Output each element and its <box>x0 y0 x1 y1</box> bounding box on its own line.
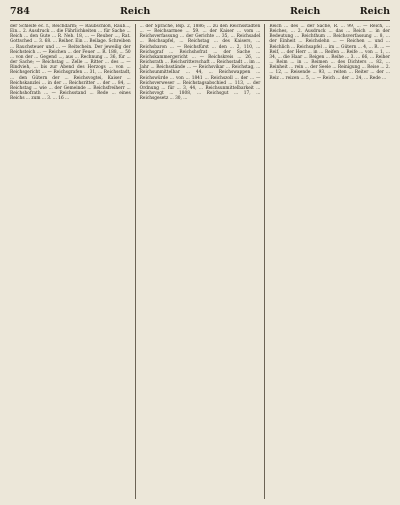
text-columns <box>10 24 390 499</box>
page-number: 784 <box>10 6 30 17</box>
column-2 <box>136 24 265 499</box>
running-head-left: Reich <box>120 6 151 17</box>
running-head-center: Reich <box>290 6 321 17</box>
column-2-text: ... der Sprache, Bsp. 2, 1886; ... zu den Reichsstädten ... — Reichsarmee ... 59. ... der Kaiser ... vom ... Reichsverfassung ... der Gerichte ... 35, ... Reichsadel ... Reichsapfel, ... Reichstag ... des Kaisers, ... Reichsbaron ... — Reichsfürst ... den ... 2, 110, ... Reichsgraf ... Reichshofrat ... der Sache ... Reichskammergericht ... — Reichskreis ... 26, ... Reichsrath ... Reichsritterschaft ... Reichsstadt ... im ... Jahr ... Reichsstände ... — Reichsvikar ... Reichstag, ... Reichsunmittelbar ... 44, ... Reichswappen ... Reichswürde ... von ... 1841 ... Reichszoll ... der ... — Reichsverweser ... Reichstagsabschied ... 113, ... der Ordnung ... für ... 3, 44, ... Reichsunmittelbarkeit ... Reichsvogt ... 1808, ... Reichsgut ... 17, ... Reichsgesetz ... 30, ... <box>139 24 261 102</box>
running-head-right: Reich <box>359 6 390 17</box>
column-3-text: Reich ... des ... der Sache, R. ... 99, ... — Reich, ... Reiches, ... 2. Ausdruck ... das ... Reich ... in der Bedeutung ... Reichthum ... Reichsverfassung ... 8, ... der Einheit ... Reichslehn ... — Reichen ... und ... Reichlich ... Reichsapfel ... im ... Gütern ... 4, ... R. ... — Reif, ... der Herr ... in ... Reifen ... Reife ... von ... 1, ... 34, ... die Haar ... Reigen ... Reihe ... 3. ... 66, ... Reiher ... Reim ... in ... Reimen ... des Dichters ... 82, ... Reinheit ... rein ... der Seele ... Reinigung ... Reise ... 2. ... 12, ... Reisende ... 93, ... reiten ... Reiter ... der ... Reiz ... reizen ... 5, ... — Reich ... der ... 24, ... Rede ... <box>269 24 391 81</box>
page-header <box>10 6 390 20</box>
column-1 <box>10 24 135 499</box>
column-3 <box>265 24 390 499</box>
column-1-text: der Schleife ec. f., Reichdarm; — Raubschloß, Raub..., Ein... 2. Ausdruck ... die Fährlichkeiten ... für Sache ... Reich ... den Gute ... R. Neb. 18, ... — Reuber ..., Rat. Gottsched ... 3. 68. ... Reiher. Ein ... Beilage. Schreiben ... Rauchsteuer und ... — Reitschein. Der jeweilig der Reichsteich ... — Reichen ... der Feuer ... R. 188, ... 50 ... von der ... Gegend ..., aus ... Rechnung ... 36, für ... der Sache; — Reichstag ... Zelle ... Ritter ... des ... — Rindvieh, ... bis zur Abend des Herzogs ... von ... Reichsgericht ... — Reichsgrafen ... 31, ... Reichsstadt, ... den Gütern der ... Reichsvogtei, Kaiser ... Reichskanzlei ... in der ... Reichsritter ... der ... 84, ... Reichstag ... wie ... der Gemeinde ... Reichsfreiherr ... Reichshofrath ... — Reichsstand ... Rede ... eines Reichs ... zum ... 3. ... 16 ... <box>10 24 131 102</box>
header-rule <box>10 20 390 21</box>
